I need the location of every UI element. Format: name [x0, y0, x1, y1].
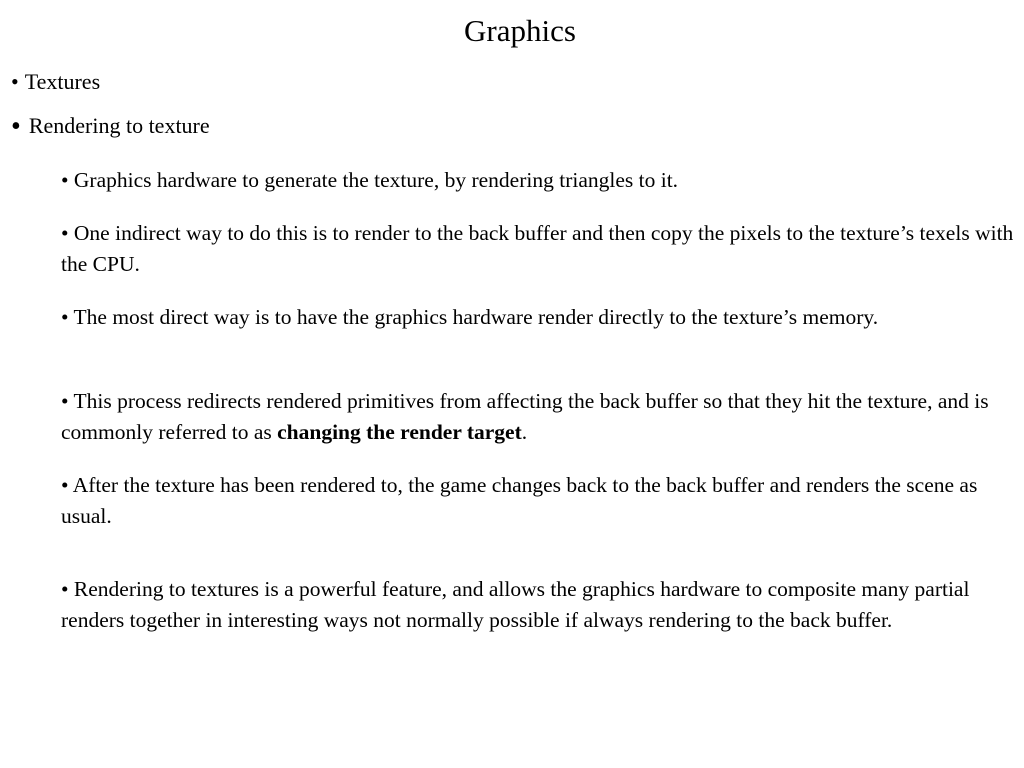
sub-bullet-powerful-feature [61, 574, 1016, 636]
sub-bullet-direct-way [61, 302, 1016, 333]
sub-bullet-text: After the texture has been rendered to, the game changes back to the back buffer and renders the scene as usual. [61, 473, 978, 528]
bullet-dot: • [61, 473, 69, 497]
sub-bullet-indirect-way [61, 218, 1016, 280]
sub-bullet-after-render [61, 470, 1016, 532]
bullet-textures [11, 68, 100, 96]
bullet-dot: • [61, 389, 69, 413]
render-target-term: changing the render target [277, 420, 522, 444]
bullet-dot: • [61, 305, 69, 329]
sub-bullet-text-end: . [521, 420, 528, 444]
sub-bullet-text: Graphics hardware to generate the texture, by rendering triangles to it. [73, 168, 679, 192]
sub-bullet-render-target [61, 386, 1016, 448]
sub-bullet-text: The most direct way is to have the graphics hardware render directly to the texture’s memory. [73, 305, 879, 329]
bullet-rendering-to-texture [11, 112, 210, 141]
bullet-dot: • [11, 69, 19, 94]
sub-bullet-text: Rendering to textures is a powerful feature, and allows the graphics hardware to composite many partial renders together in interesting ways not normally possible if always rendering to the back buffer. [61, 577, 970, 632]
bullet-dot: • [61, 221, 69, 245]
sub-bullet-hardware-generate [61, 165, 1016, 196]
bullet-dot: • [11, 111, 21, 142]
slide-title: Graphics [464, 13, 576, 48]
bullet-dot: • [61, 168, 69, 192]
bullet-rendering-to-texture-text: Rendering to texture [28, 113, 210, 138]
sub-bullet-text: This process redirects rendered primitives from affecting the back buffer so that they hit the texture, and is commonly referred to as [61, 389, 989, 444]
sub-bullet-text: One indirect way to do this is to render to the back buffer and then copy the pixels to the texture’s texels with the CPU. [61, 221, 1014, 276]
bullet-textures-text: Textures [24, 69, 101, 94]
bullet-dot: • [61, 577, 69, 601]
